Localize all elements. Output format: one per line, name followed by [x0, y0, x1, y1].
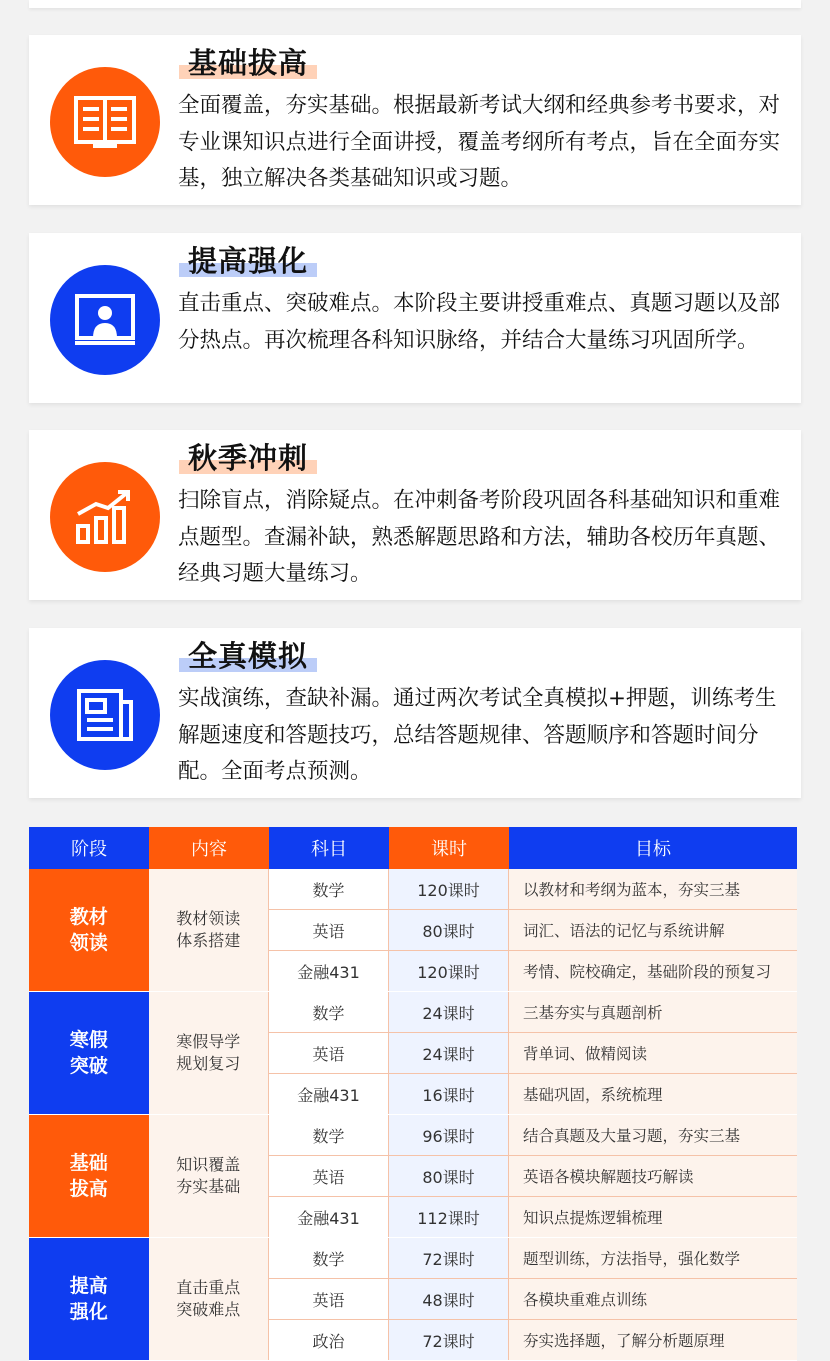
hours-cell: 24课时: [389, 1033, 509, 1073]
stage-card-mock-exam: [29, 628, 801, 798]
header-goal: 目标: [509, 827, 797, 869]
table-row: [269, 1197, 797, 1237]
card-title: 基础拔高: [188, 46, 309, 80]
table-row: [269, 1074, 797, 1114]
goal-cell: 背单词、做精阅读: [509, 1033, 797, 1073]
goal-cell: 基础巩固，系统梳理: [509, 1074, 797, 1114]
stage-rows: [269, 992, 797, 1114]
table-row: [269, 1238, 797, 1279]
table-row: [269, 1279, 797, 1320]
card-title: 秋季冲刺: [188, 441, 309, 475]
goal-cell: 题型训练，方法指导，强化数学: [509, 1238, 797, 1278]
card-description: 实战演练，查缺补漏。通过两次考试全真模拟+押题，训练考生解题速度和答题技巧，总结答题规律、答题顺序和答题时间分配。全面考点预测。: [178, 686, 777, 784]
hours-cell: 72课时: [389, 1238, 509, 1278]
table-row: [269, 1115, 797, 1156]
goal-cell: 夯实选择题，了解分析题原理: [509, 1320, 797, 1360]
book-icon-badge: [50, 67, 160, 177]
goal-cell: 知识点提炼逻辑梳理: [509, 1197, 797, 1237]
subject-cell: 金融431: [269, 1197, 389, 1237]
subject-cell: 英语: [269, 1033, 389, 1073]
goal-cell: 三基夯实与真题剖析: [509, 992, 797, 1032]
hours-cell: 72课时: [389, 1320, 509, 1360]
hours-cell: 112课时: [389, 1197, 509, 1237]
stage-content: 直击重点 突破难点: [149, 1238, 270, 1360]
growth-chart-icon: [74, 488, 136, 546]
subject-cell: 数学: [269, 869, 389, 909]
goal-cell: 英语各模块解题技巧解读: [509, 1156, 797, 1196]
hours-cell: 24课时: [389, 992, 509, 1032]
card-title-area: [179, 440, 308, 476]
stage-name: 教材 领读: [29, 869, 149, 991]
subject-cell: 金融431: [269, 951, 389, 991]
card-description: 扫除盲点，消除疑点。在冲刺备考阶段巩固各科基础知识和重难点题型。查漏补缺，熟悉解题思路和方法，辅助各校历年真题、经典习题大量练习。: [178, 488, 781, 586]
card-title: 提高强化: [188, 244, 309, 278]
subject-cell: 数学: [269, 1115, 389, 1155]
book-icon: [73, 95, 137, 149]
hours-cell: 80课时: [389, 910, 509, 950]
document-icon: [76, 688, 134, 742]
table-header: [29, 827, 797, 869]
header-stage: 阶段: [29, 827, 149, 869]
table-row: [269, 992, 797, 1033]
previous-card-edge: [29, 0, 801, 8]
table-row: [269, 951, 797, 991]
stage-card-foundation: [29, 35, 801, 205]
stage-card-sprint: [29, 430, 801, 600]
hours-cell: 120课时: [389, 869, 509, 909]
subject-cell: 数学: [269, 1238, 389, 1278]
stage-name: 基础 拔高: [29, 1115, 149, 1237]
lecturer-icon-badge: [50, 265, 160, 375]
card-description: 直击重点、突破难点。本阶段主要讲授重难点、真题习题以及部分热点。再次梳理各科知识脉络，并结合大量练习巩固所学。: [178, 291, 781, 353]
card-title: 全真模拟: [188, 639, 309, 673]
stage-name: 提高 强化: [29, 1238, 149, 1360]
subject-cell: 英语: [269, 1156, 389, 1196]
header-content: 内容: [149, 827, 269, 869]
stage-content: 知识覆盖 夯实基础: [149, 1115, 270, 1237]
goal-cell: 词汇、语法的记忆与系统讲解: [509, 910, 797, 950]
card-description: 全面覆盖，夯实基础。根据最新考试大纲和经典参考书要求，对专业课知识点进行全面讲授，覆盖考纲所有考点，旨在全面夯实基，独立解决各类基础知识或习题。: [178, 93, 781, 191]
hours-cell: 80课时: [389, 1156, 509, 1196]
hours-cell: 16课时: [389, 1074, 509, 1114]
stage-rows: [269, 869, 797, 991]
stage-group: [29, 869, 797, 992]
schedule-table: [29, 827, 797, 1361]
subject-cell: 金融431: [269, 1074, 389, 1114]
table-row: [269, 1033, 797, 1074]
hours-cell: 96课时: [389, 1115, 509, 1155]
stage-card-improvement: [29, 233, 801, 403]
stage-group: [29, 1238, 797, 1361]
stage-group: [29, 992, 797, 1115]
table-row: [269, 1156, 797, 1197]
document-icon-badge: [50, 660, 160, 770]
card-title-area: [179, 638, 308, 674]
stage-name: 寒假 突破: [29, 992, 149, 1114]
table-row: [269, 1320, 797, 1360]
stage-content: 教材领读 体系搭建: [149, 869, 270, 991]
stage-rows: [269, 1115, 797, 1237]
lecturer-screen-icon: [74, 293, 136, 347]
stage-rows: [269, 1238, 797, 1360]
stage-group: [29, 1115, 797, 1238]
subject-cell: 英语: [269, 1279, 389, 1319]
stage-content: 寒假导学 规划复习: [149, 992, 270, 1114]
goal-cell: 以教材和考纲为蓝本，夯实三基: [509, 869, 797, 909]
subject-cell: 政治: [269, 1320, 389, 1360]
header-subject: 科目: [269, 827, 389, 869]
goal-cell: 考情、院校确定，基础阶段的预复习: [509, 951, 797, 991]
card-title-area: [179, 243, 308, 279]
hours-cell: 120课时: [389, 951, 509, 991]
header-hours: 课时: [389, 827, 509, 869]
goal-cell: 各模块重难点训练: [509, 1279, 797, 1319]
table-row: [269, 869, 797, 910]
card-title-area: [179, 45, 308, 81]
growth-chart-icon-badge: [50, 462, 160, 572]
subject-cell: 数学: [269, 992, 389, 1032]
subject-cell: 英语: [269, 910, 389, 950]
goal-cell: 结合真题及大量习题，夯实三基: [509, 1115, 797, 1155]
table-row: [269, 910, 797, 951]
hours-cell: 48课时: [389, 1279, 509, 1319]
